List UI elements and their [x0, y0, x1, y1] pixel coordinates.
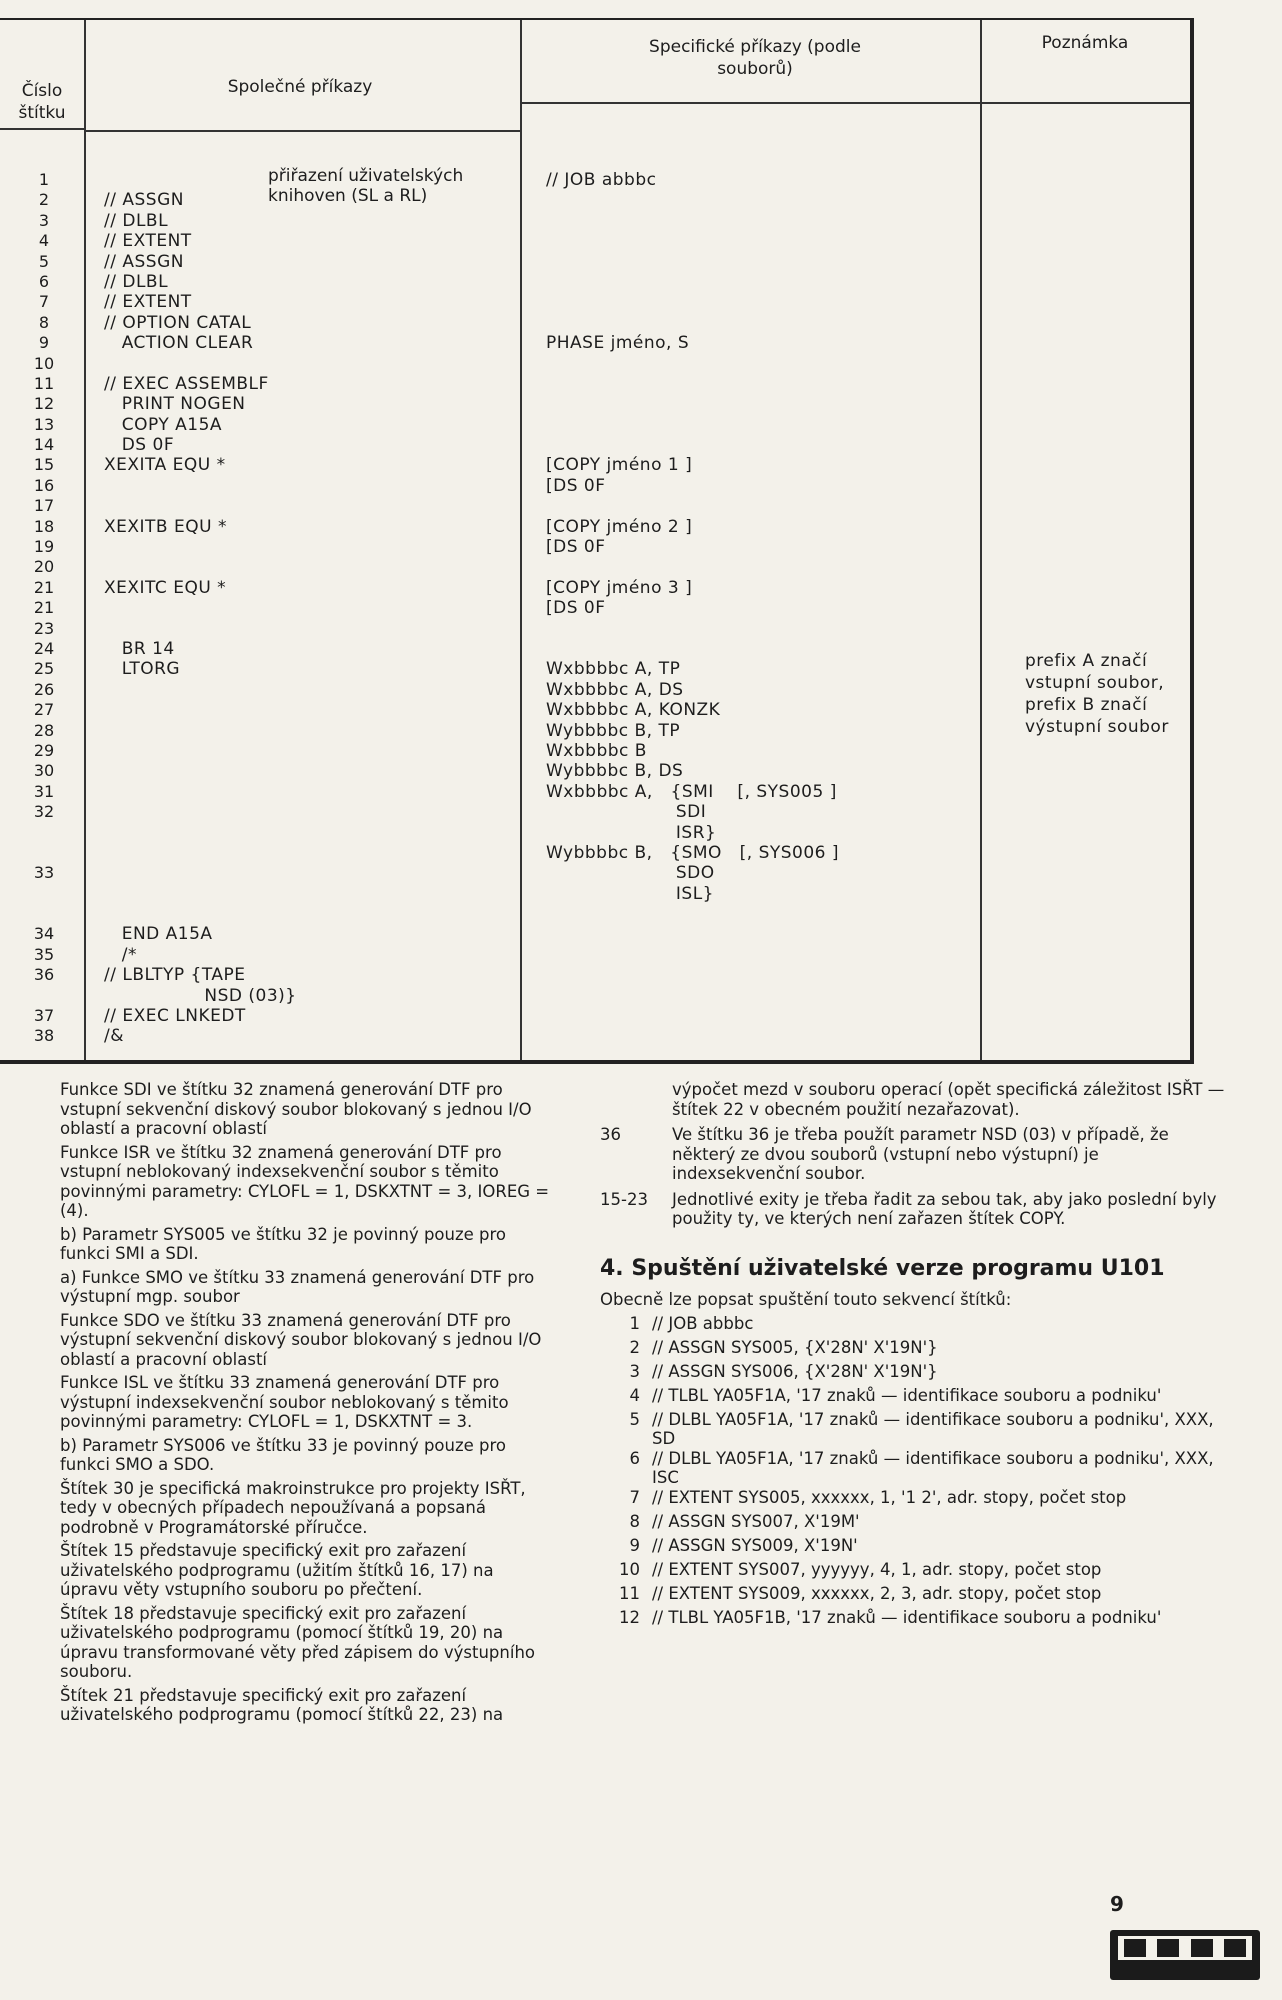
label-number: 34: [33, 924, 55, 944]
label-number: [14, 884, 74, 904]
common-command-line: XEXITA EQU *: [104, 455, 226, 476]
note-item-text: Jednotlivé exity je třeba řadit za sebou tak, aby jako poslední byly použity ty, ve kterých není zařazen štítek COPY.: [672, 1189, 1217, 1228]
common-command-line: [104, 680, 297, 700]
sequence-number: 12: [619, 1607, 640, 1627]
paragraph: Štítek 15 představuje specifický exit pro zařazení uživatelského podprogramu (užitím štítků 16, 17) na úpravu věty vstupního souboru po přečtení.: [60, 1541, 494, 1599]
note-item-number: 15-23: [600, 1189, 648, 1209]
sequence-text: // EXTENT SYS007, yyyyyy, 4, 1, adr. stopy, počet stop: [652, 1559, 1102, 1579]
left-text-column: [60, 1080, 550, 1729]
common-command-line: [104, 884, 297, 904]
label-number: 6: [38, 271, 50, 291]
specific-command-line: [DS 0F: [546, 475, 606, 496]
common-command-line: COPY A15A: [104, 414, 223, 435]
sequence-text: // ASSGN SYS005, {X'28N' X'19N'}: [652, 1337, 938, 1357]
paragraph: Funkce ISL ve štítku 33 znamená generování DTF pro výstupní indexsekvenční soubor neblokovaný s těmito povinnými parametry: CYLOFL = 1, DSKXTNT = 3.: [60, 1373, 509, 1431]
specific-command-line: [546, 619, 839, 639]
sequence-item: [600, 1314, 1230, 1338]
sequence-text: // JOB abbbc: [652, 1313, 754, 1333]
specific-command-line: [546, 374, 839, 394]
page-number: 9: [1110, 1892, 1124, 1916]
specific-command-line: [546, 292, 839, 312]
common-command-line: LTORG: [104, 659, 181, 680]
common-command-line: // ASSGN: [104, 190, 184, 211]
label-number: 14: [33, 435, 55, 455]
common-command-line: [104, 843, 297, 863]
sequence-number: 3: [629, 1361, 640, 1381]
label-number: 23: [33, 618, 55, 638]
label-number: 28: [33, 720, 55, 740]
specific-commands: [546, 170, 839, 904]
specific-command-line: SDO: [546, 863, 715, 884]
specific-command-line: [COPY jméno 1 ]: [546, 455, 693, 476]
sequence-number: 5: [629, 1409, 640, 1429]
sequence-text: // TLBL YA05F1B, '17 znaků — identifikace souboru a podniku': [652, 1607, 1162, 1627]
common-command-line: [104, 782, 297, 802]
specific-command-line: Wxbbbbc A, TP: [546, 659, 681, 680]
header-rule: [84, 130, 520, 132]
note-line: vstupní soubor,: [1025, 673, 1165, 693]
common-command-line: BR 14: [104, 638, 175, 659]
specific-command-line: [546, 190, 839, 210]
sequence-text: // EXTENT SYS005, xxxxxx, 1, '1 2', adr. stopy, počet stop: [652, 1487, 1127, 1507]
sequence-text: // ASSGN SYS007, X'19M': [652, 1511, 860, 1531]
sequence-number: 7: [629, 1487, 640, 1507]
note-text: [1025, 650, 1169, 738]
label-number: 18: [33, 516, 55, 536]
label-number: 26: [33, 679, 55, 699]
specific-command-line: SDI: [546, 802, 707, 823]
specific-command-line: Wxbbbbc A, DS: [546, 679, 684, 700]
label-number: 35: [33, 944, 55, 964]
paragraph: Štítek 21 představuje specifický exit pro zařazení uživatelského podprogramu (pomocí štítků 22, 23) na: [60, 1685, 504, 1724]
label-number: 5: [38, 251, 50, 271]
label-number: 36: [33, 965, 55, 985]
sequence-text: // DLBL YA05F1A, '17 znaků — identifikace souboru a podniku', XXX, ISC: [652, 1448, 1214, 1487]
specific-command-line: [546, 211, 839, 231]
sequence-item: [600, 1410, 1230, 1449]
label-number: 2: [38, 190, 50, 210]
specific-command-line: Wxbbbbc B: [546, 740, 647, 761]
specific-command-line: [546, 313, 839, 333]
common-command-line: [104, 741, 297, 761]
common-command-line: [104, 863, 297, 883]
paragraph: b) Parametr SYS006 ve štítku 33 je povinný pouze pro funkci SMO a SDO.: [60, 1435, 507, 1474]
note-line: výstupní soubor: [1025, 717, 1169, 737]
sequence-text: // DLBL YA05F1A, '17 znaků — identifikace souboru a podniku', XXX, SD: [652, 1409, 1214, 1448]
specific-command-line: [546, 415, 839, 435]
label-number: 9: [38, 333, 50, 353]
label-number: 19: [33, 537, 55, 557]
specific-command-line: [546, 496, 839, 516]
sequence-number: 9: [629, 1535, 640, 1555]
common-command-line: // EXEC LNKEDT: [104, 1006, 246, 1027]
label-sequence: [600, 1314, 1230, 1632]
assign-note: přiřazení uživatelských knihoven (SL a RL): [268, 166, 464, 206]
specific-command-line: Wxbbbbc A, KONZK: [546, 700, 721, 721]
section-heading: 4. Spuštění uživatelské verze programu U101: [600, 1255, 1165, 1281]
common-command-line: [104, 802, 297, 822]
specific-command-line: [COPY jméno 3 ]: [546, 577, 693, 598]
sequence-intro: Obecně lze popsat spuštění touto sekvencí štítků:: [600, 1290, 1012, 1309]
right-text-column: [600, 1080, 1230, 1632]
sequence-item: [600, 1338, 1230, 1362]
label-number: 21: [33, 577, 55, 597]
specific-command-line: // JOB abbbc: [546, 170, 657, 190]
common-command-line: [104, 557, 297, 577]
specific-command-line: PHASE jméno, S: [546, 333, 690, 354]
label-number: 10: [33, 353, 55, 373]
label-numbers: [14, 170, 74, 1047]
note-line: prefix B značí: [1025, 695, 1148, 715]
header-rule: [520, 102, 1190, 104]
label-number: 31: [33, 781, 55, 801]
common-commands: [104, 170, 297, 1047]
sequence-number: 1: [629, 1313, 640, 1333]
paragraph: Štítek 30 je specifická makroinstrukce pro projekty ISŘT, tedy v obecných případech nepoužívaná a popsaná podrobně v Programátorské příručce.: [60, 1478, 526, 1537]
paragraph: Štítek 18 představuje specifický exit pro zařazení uživatelského podprogramu (pomocí štítků 19, 20) na úpravu transformované věty před zápisem do výstupního souboru.: [60, 1603, 535, 1681]
label-number: 3: [38, 210, 50, 230]
label-number: 7: [38, 292, 50, 312]
col-divider: [84, 20, 86, 1060]
sequence-number: 11: [619, 1583, 640, 1603]
common-command-line: // ASSGN: [104, 251, 184, 272]
common-command-line: [104, 721, 297, 741]
label-number: 32: [33, 802, 55, 822]
sequence-text: // EXTENT SYS009, xxxxxx, 2, 3, adr. stopy, počet stop: [652, 1583, 1102, 1603]
specific-command-line: Wybbbbc B, {SMO [, SYS006 ]: [546, 842, 840, 863]
label-number: 17: [33, 496, 55, 516]
common-command-line: // LBLTYP {TAPE: [104, 965, 246, 986]
sequence-item: [600, 1449, 1230, 1488]
common-command-line: // EXTENT: [104, 292, 192, 313]
label-number: 4: [38, 231, 50, 251]
common-command-line: [104, 823, 297, 843]
label-number: 15: [33, 455, 55, 475]
common-command-line: [104, 354, 297, 374]
specific-command-line: Wxbbbbc A, {SMI [, SYS005 ]: [546, 781, 837, 802]
sequence-number: 4: [629, 1385, 640, 1405]
common-command-line: [104, 496, 297, 516]
common-command-line: [104, 619, 297, 639]
specific-command-line: [546, 394, 839, 414]
paragraph: Funkce ISR ve štítku 32 znamená generování DTF pro vstupní neblokovaný indexsekvenční soubor s těmito povinnými parametry: CYLOFL = 1, DSKXTNT = 3, IOREG = (4).: [60, 1142, 550, 1220]
paragraph: b) Parametr SYS005 ve štítku 32 je povinný pouze pro funkci SMI a SDI.: [60, 1224, 507, 1263]
header-cislo: Číslo štítku: [18, 81, 66, 123]
specific-command-line: [COPY jméno 2 ]: [546, 516, 693, 537]
note-item-number: 36: [600, 1125, 621, 1144]
label-number: 13: [33, 414, 55, 434]
label-number: 38: [33, 1026, 55, 1046]
common-command-line: NSD (03)}: [104, 985, 297, 1006]
specific-command-line: [546, 435, 839, 455]
sequence-text: // ASSGN SYS006, {X'28N' X'19N'}: [652, 1361, 938, 1381]
col-divider: [520, 20, 522, 1060]
continuation-text: výpočet mezd v souboru operací (opět specifická záležitost ISŘT — štítek 22 v obecném použití nezařazovat).: [672, 1080, 1225, 1119]
paragraph: Funkce SDI ve štítku 32 znamená generování DTF pro vstupní sekvenční diskový soubor blokovaný s jednou I/O oblastí a pracovní oblastí: [60, 1080, 532, 1138]
sequence-item: [600, 1512, 1230, 1536]
common-command-line: [104, 537, 297, 557]
sequence-number: 8: [629, 1511, 640, 1531]
sequence-item: [600, 1560, 1230, 1584]
sequence-number: 10: [619, 1559, 640, 1579]
sequence-number: 6: [629, 1448, 640, 1468]
common-command-line: [104, 761, 297, 781]
common-command-line: XEXITC EQU *: [104, 577, 227, 598]
common-command-line: /&: [104, 1026, 124, 1047]
common-command-line: // OPTION CATAL: [104, 312, 252, 333]
specific-command-line: ISR}: [546, 822, 717, 843]
specific-command-line: [546, 231, 839, 251]
notes-list: [600, 1125, 1230, 1229]
label-number: 21: [33, 598, 55, 618]
label-number: 8: [38, 312, 50, 332]
specific-command-line: [546, 252, 839, 272]
sequence-item: [600, 1584, 1230, 1608]
label-number: 16: [33, 475, 55, 495]
label-number: 37: [33, 1006, 55, 1026]
note-item: [600, 1125, 1230, 1184]
sequence-item: [600, 1608, 1230, 1632]
specific-command-line: Wybbbbc B, DS: [546, 761, 684, 782]
sequence-item: [600, 1362, 1230, 1386]
paragraph: Funkce SDO ve štítku 33 znamená generování DTF pro výstupní sekvenční diskový soubor blokovaný s jednou I/O oblastí a pracovní oblastí: [60, 1310, 542, 1369]
sequence-text: // TLBL YA05F1A, '17 znaků — identifikace souboru a podniku': [652, 1385, 1162, 1405]
label-number: 24: [33, 638, 55, 658]
label-number: 30: [33, 761, 55, 781]
common-command-line: XEXITB EQU *: [104, 516, 227, 537]
common-command-line: // EXEC ASSEMBLF: [104, 373, 269, 394]
common-command-line: [104, 476, 297, 496]
note-line: prefix A značí: [1025, 651, 1148, 671]
common-command-line: // DLBL: [104, 271, 169, 292]
command-table: [0, 18, 1194, 1064]
paragraph: a) Funkce SMO ve štítku 33 znamená generování DTF pro výstupní mgp. soubor: [60, 1267, 535, 1306]
header-specificke: Specifické příkazy (podle souborů): [649, 37, 861, 79]
label-number: [14, 986, 74, 1006]
specific-command-line: ISL}: [546, 883, 714, 904]
col-divider: [980, 20, 982, 1060]
logo: [1110, 1930, 1260, 1980]
common-command-line: [104, 904, 297, 924]
common-command-line: // DLBL: [104, 210, 169, 231]
header-spolecne: Společné příkazy: [227, 77, 373, 97]
label-number: 20: [33, 557, 55, 577]
common-command-line: [104, 700, 297, 720]
header-rule: [0, 128, 84, 130]
specific-command-line: [DS 0F: [546, 537, 606, 558]
label-number: 33: [33, 863, 55, 883]
common-command-line: END A15A: [104, 924, 213, 945]
label-number: 27: [33, 700, 55, 720]
common-command-line: PRINT NOGEN: [104, 394, 246, 415]
label-number: 25: [33, 659, 55, 679]
sequence-text: // ASSGN SYS009, X'19N': [652, 1535, 858, 1555]
sequence-item: [600, 1386, 1230, 1410]
specific-command-line: [546, 354, 839, 374]
label-number: [14, 904, 74, 924]
common-command-line: // EXTENT: [104, 231, 192, 252]
specific-command-line: [546, 557, 839, 577]
sequence-item: [600, 1488, 1230, 1512]
label-number: 12: [33, 394, 55, 414]
label-number: 29: [33, 740, 55, 760]
common-command-line: DS 0F: [104, 435, 175, 456]
specific-command-line: Wybbbbc B, TP: [546, 720, 681, 741]
label-number: 11: [33, 373, 55, 393]
specific-command-line: [546, 272, 839, 292]
sequence-number: 2: [629, 1337, 640, 1357]
label-number: 1: [38, 170, 50, 189]
sequence-item: [600, 1536, 1230, 1560]
common-command-line: /*: [104, 944, 137, 965]
label-number: [14, 823, 74, 843]
specific-command-line: [546, 639, 839, 659]
common-command-line: ACTION CLEAR: [104, 333, 254, 354]
specific-command-line: [DS 0F: [546, 598, 606, 619]
label-number: [14, 843, 74, 863]
note-item-text: Ve štítku 36 je třeba použít parametr NSD (03) v případě, že některý ze dvou souborů (vstupní nebo výstupní) je indexsekvenční soubor.: [672, 1125, 1169, 1183]
header-poznamka: Poznámka: [1041, 33, 1129, 53]
note-item: [600, 1190, 1230, 1229]
common-command-line: [104, 598, 297, 618]
